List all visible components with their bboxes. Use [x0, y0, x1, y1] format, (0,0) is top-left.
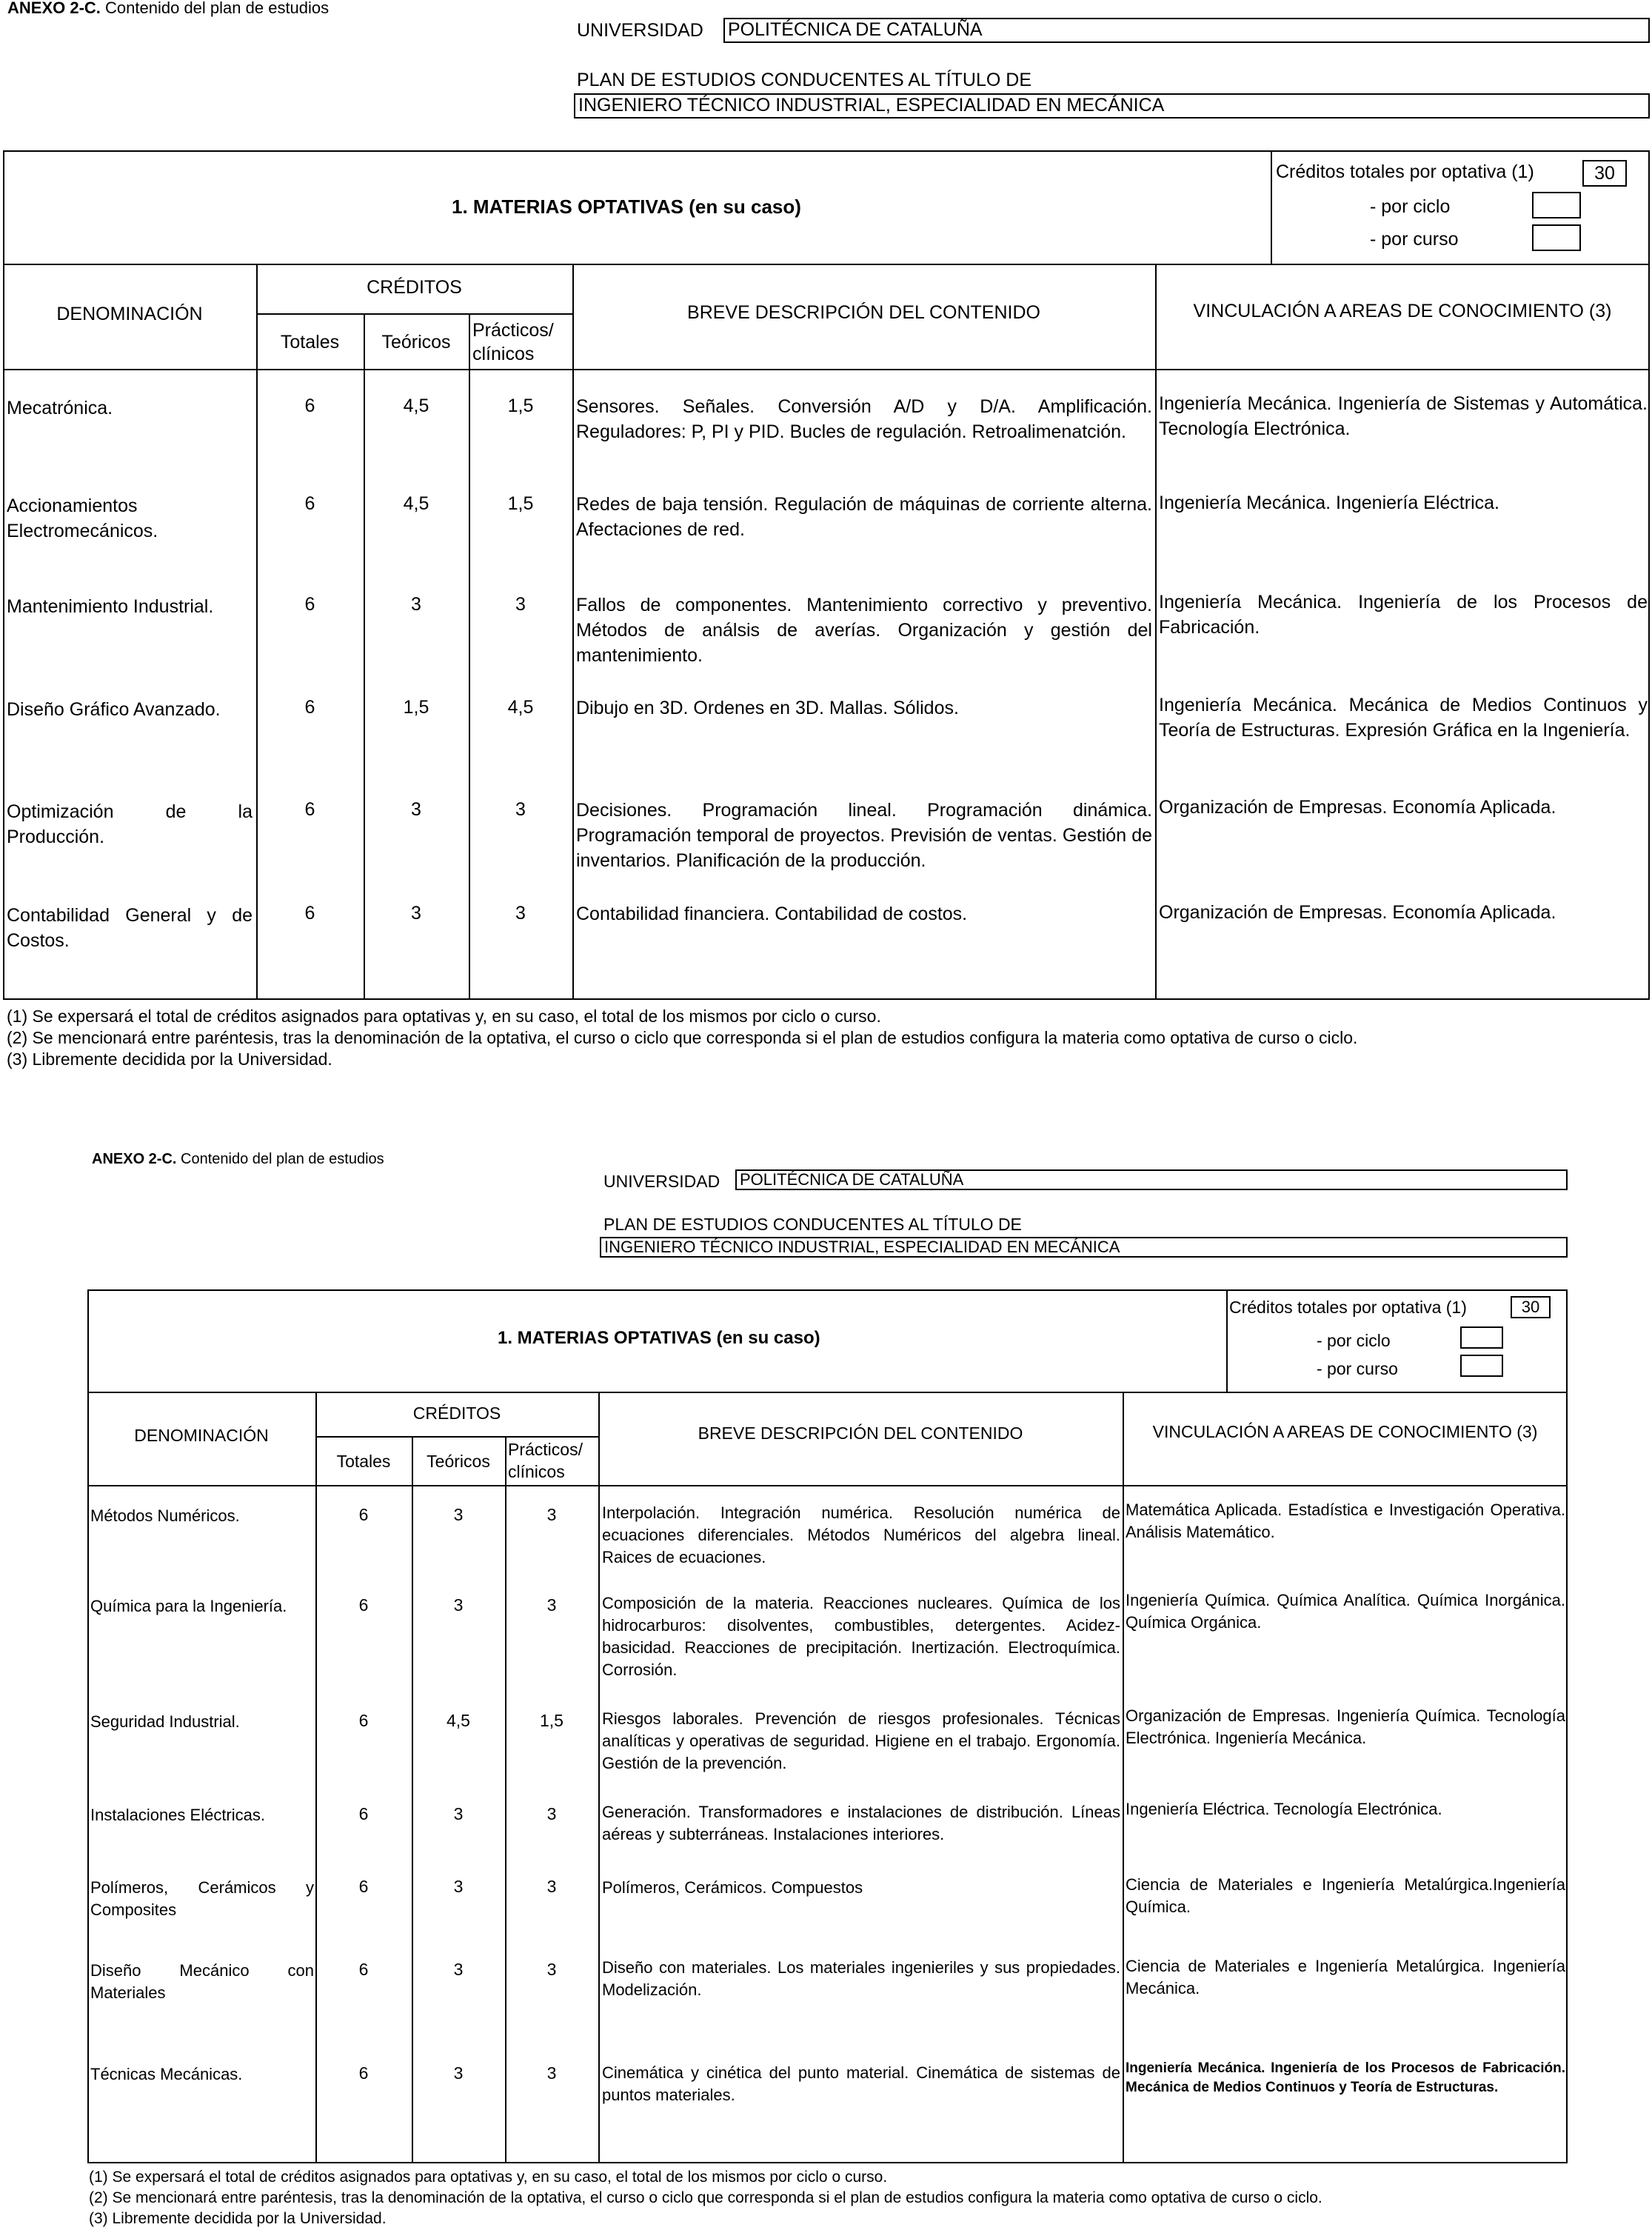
denominacion-cell: Métodos Numéricos.	[90, 1506, 240, 1525]
divider	[3, 264, 1650, 265]
totales-cell: 6	[358, 2063, 369, 2083]
practicos-cell: 3	[515, 594, 526, 615]
teoricos-cell: 4,5	[403, 395, 429, 416]
vinculacion-cell: Ingeniería Mecánica. Ingeniería de Sistemas y Automática. Tecnología Electrónica.	[1159, 393, 1648, 439]
denominacion-cell: Contabilidad General y de Costos.	[7, 905, 253, 951]
col-creditos: CRÉDITOS	[412, 1403, 501, 1423]
practicos-cell: 3	[546, 1595, 557, 1615]
universidad-value: POLITÉCNICA DE CATALUÑA	[723, 18, 1650, 43]
descripcion-cell: Diseño con materiales. Los materiales ingenieriles y sus propiedades. Modelización.	[602, 1958, 1120, 1999]
descripcion-cell: Decisiones. Programación lineal. Programación dinámica. Programación temporal de proyectos. Previsión de ventas. Gestión de inventarios. Planificación de la producción.	[576, 800, 1152, 871]
por-curso-box	[1532, 224, 1581, 251]
vinculacion-cell: Ciencia de Materiales e Ingeniería Metalúrgica. Ingeniería Mecánica.	[1126, 1957, 1565, 1997]
por-curso-label: - por curso	[1370, 229, 1459, 250]
divider	[1123, 1392, 1124, 2163]
col-totales: Totales	[280, 332, 340, 353]
divider	[3, 369, 1650, 370]
plan-value: INGENIERO TÉCNICO INDUSTRIAL, ESPECIALIDAD EN MECÁNICA	[574, 93, 1650, 119]
col-denominacion: DENOMINACIÓN	[56, 304, 203, 324]
universidad-label: UNIVERSIDAD	[577, 20, 703, 41]
practicos-cell: 3	[546, 2063, 557, 2083]
totales-cell: 6	[304, 903, 315, 924]
teoricos-cell: 3	[411, 594, 421, 615]
practicos-cell: 4,5	[507, 697, 534, 718]
teoricos-cell: 3	[411, 799, 421, 820]
descripcion-cell: Contabilidad financiera. Contabilidad de costos.	[576, 904, 968, 924]
vinculacion-cell: Organización de Empresas. Economía Aplicada.	[1159, 902, 1556, 923]
descripcion-cell: Cinemática y cinética del punto material. Cinemática de sistemas de puntos materiales.	[602, 2063, 1120, 2104]
col-teoricos: Teóricos	[381, 332, 451, 353]
col-teoricos: Teóricos	[427, 1452, 490, 1471]
practicos-cell: 3	[546, 1804, 557, 1823]
denominacion-cell: Mantenimiento Industrial.	[7, 596, 214, 617]
totales-cell: 6	[358, 1960, 369, 1979]
anexo-label: ANEXO 2-C.	[92, 1151, 177, 1167]
teoricos-cell: 3	[453, 2063, 464, 2083]
teoricos-cell: 3	[453, 1877, 464, 1896]
anexo-label: ANEXO 2-C.	[7, 0, 101, 17]
footnote: (2) Se mencionará entre paréntesis, tras la denominación de la optativa, el curso o ciclo que corresponda si el plan de estudios configura la materia como optativa de curso o ciclo.	[89, 2189, 1322, 2206]
totales-cell: 6	[358, 1877, 369, 1896]
practicos-cell: 1,5	[507, 493, 534, 514]
divider	[505, 1436, 506, 2163]
por-ciclo-box	[1532, 192, 1581, 218]
teoricos-cell: 1,5	[403, 697, 429, 718]
vinculacion-cell: Ciencia de Materiales e Ingeniería Metalúrgica.Ingeniería Química.	[1126, 1875, 1565, 1916]
col-vinculacion: VINCULACIÓN A AREAS DE CONOCIMIENTO (3)	[1193, 301, 1612, 321]
descripcion-cell: Redes de baja tensión. Regulación de máquinas de corriente alterna. Afectaciones de red.	[576, 494, 1152, 540]
denominacion-cell: Diseño Mecánico con Materiales	[90, 1961, 314, 2002]
footnote: (3) Libremente decidida por la Universidad.	[89, 2210, 387, 2227]
descripcion-cell: Riesgos laborales. Prevención de riesgos profesionales. Técnicas analíticas y operativas de seguridad. Higiene en el trabajo. Ergonomía. Gestión de la prevención.	[602, 1709, 1120, 1772]
divider	[1226, 1289, 1228, 1392]
anexo-text: Contenido del plan de estudios	[176, 1151, 384, 1167]
descripcion-cell: Dibujo en 3D. Ordenes en 3D. Mallas. Sólidos.	[576, 698, 959, 718]
creditos-totales-value: 30	[1511, 1296, 1551, 1318]
universidad-label: UNIVERSIDAD	[603, 1172, 720, 1191]
divider	[412, 1436, 413, 2163]
col-denominacion: DENOMINACIÓN	[134, 1426, 269, 1445]
por-curso-box	[1460, 1355, 1503, 1377]
denominacion-cell: Diseño Gráfico Avanzado.	[7, 699, 221, 720]
totales-cell: 6	[304, 799, 315, 820]
por-curso-label: - por curso	[1317, 1359, 1398, 1378]
divider	[256, 313, 572, 315]
anexo-heading	[7, 0, 329, 18]
divider	[87, 1485, 1568, 1486]
practicos-cell: 3	[546, 1960, 557, 1979]
denominacion-cell: Accionamientos Electromecánicos.	[7, 495, 158, 541]
totales-cell: 6	[304, 697, 315, 718]
descripcion-cell: Fallos de componentes. Mantenimiento correctivo y preventivo. Métodos de análsis de averías. Organización y gestión del mantenimiento.	[576, 595, 1152, 666]
denominacion-cell: Instalaciones Eléctricas.	[90, 1806, 265, 1824]
totales-cell: 6	[304, 493, 315, 514]
totales-cell: 6	[358, 1804, 369, 1823]
practicos-cell: 3	[515, 799, 526, 820]
col-practicos: Prácticos/ clínicos	[472, 320, 554, 364]
por-ciclo-label: - por ciclo	[1317, 1331, 1391, 1350]
universidad-value: POLITÉCNICA DE CATALUÑA	[735, 1169, 1568, 1190]
divider	[256, 264, 258, 1000]
teoricos-cell: 3	[411, 903, 421, 924]
teoricos-cell: 3	[453, 1960, 464, 1979]
teoricos-cell: 4,5	[447, 1711, 470, 1730]
creditos-totales-label: Créditos totales por optativa (1)	[1276, 161, 1534, 182]
col-vinculacion: VINCULACIÓN A AREAS DE CONOCIMIENTO (3)	[1152, 1422, 1538, 1441]
descripcion-cell: Interpolación. Integración numérica. Resolución numérica de ecuaciones diferenciales. Métodos Numéricos del algebra lineal. Raices de ecuaciones.	[602, 1503, 1120, 1566]
totales-cell: 6	[358, 1505, 369, 1524]
vinculacion-cell: Ingeniería Química. Química Analítica. Química Inorgánica. Química Orgánica.	[1126, 1591, 1565, 1632]
descripcion-cell: Sensores. Señales. Conversión A/D y D/A. Amplificación. Reguladores: P, PI y PID. Bucles de regulación. Retroalimenatción.	[576, 396, 1152, 442]
teoricos-cell: 3	[453, 1505, 464, 1524]
divider	[87, 1392, 1568, 1393]
col-creditos: CRÉDITOS	[367, 277, 462, 298]
totales-cell: 6	[304, 395, 315, 416]
denominacion-cell: Mecatrónica.	[7, 398, 113, 418]
totales-cell: 6	[304, 594, 315, 615]
anexo-heading	[92, 1151, 384, 1168]
denominacion-cell: Técnicas Mecánicas.	[90, 2065, 243, 2083]
practicos-cell: 1,5	[540, 1711, 564, 1730]
plan-value: INGENIERO TÉCNICO INDUSTRIAL, ESPECIALIDAD EN MECÁNICA	[600, 1237, 1568, 1258]
divider	[1271, 150, 1272, 264]
col-descripcion: BREVE DESCRIPCIÓN DEL CONTENIDO	[687, 302, 1040, 323]
vinculacion-cell: Organización de Empresas. Economía Aplicada.	[1159, 797, 1556, 818]
vinculacion-cell: Organización de Empresas. Ingeniería Química. Tecnología Electrónica. Ingeniería Mecánica.	[1126, 1706, 1565, 1747]
divider	[572, 264, 574, 1000]
teoricos-cell: 3	[453, 1595, 464, 1615]
totales-cell: 6	[358, 1711, 369, 1730]
creditos-totales-label: Créditos totales por optativa (1)	[1229, 1298, 1467, 1317]
vinculacion-cell: Ingeniería Mecánica. Mecánica de Medios Continuos y Teoría de Estructuras. Expresión Gráfica en la Ingeniería.	[1159, 695, 1648, 741]
vinculacion-cell: Ingeniería Mecánica. Ingeniería de los Procesos de Fabricación.	[1159, 592, 1648, 638]
denominacion-cell: Optimización de la Producción.	[7, 801, 253, 847]
practicos-cell: 1,5	[507, 395, 534, 416]
totales-cell: 6	[358, 1595, 369, 1615]
teoricos-cell: 3	[453, 1804, 464, 1823]
practicos-cell: 3	[546, 1877, 557, 1896]
plan-label: PLAN DE ESTUDIOS CONDUCENTES AL TÍTULO DE	[603, 1215, 1022, 1234]
divider	[598, 1392, 600, 2163]
practicos-cell: 3	[546, 1505, 557, 1524]
anexo-text: Contenido del plan de estudios	[100, 0, 330, 17]
plan-label: PLAN DE ESTUDIOS CONDUCENTES AL TÍTULO DE	[577, 70, 1032, 90]
col-descripcion: BREVE DESCRIPCIÓN DEL CONTENIDO	[698, 1423, 1023, 1443]
footnote: (3) Libremente decidida por la Universidad.	[7, 1049, 332, 1069]
footnote: (1) Se expersará el total de créditos asignados para optativas y, en su caso, el total de los mismos por ciclo o curso.	[7, 1007, 881, 1026]
creditos-totales-value: 30	[1582, 160, 1627, 187]
descripcion-cell: Generación. Transformadores e instalaciones de distribución. Líneas aéreas y subterráneas. Instalaciones interiores.	[602, 1803, 1120, 1843]
col-totales: Totales	[336, 1452, 391, 1471]
table-title: 1. MATERIAS OPTATIVAS (en su caso)	[452, 196, 801, 218]
denominacion-cell: Polímeros, Cerámicos y Composites	[90, 1878, 314, 1919]
por-ciclo-box	[1460, 1326, 1503, 1349]
descripcion-cell: Polímeros, Cerámicos. Compuestos	[602, 1878, 863, 1897]
teoricos-cell: 4,5	[403, 493, 429, 514]
denominacion-cell: Seguridad Industrial.	[90, 1712, 240, 1731]
divider	[315, 1436, 598, 1438]
footnote: (1) Se expersará el total de créditos asignados para optativas y, en su caso, el total de los mismos por ciclo o curso.	[89, 2169, 888, 2186]
vinculacion-cell: Matemática Aplicada. Estadística e Investigación Operativa. Análisis Matemático.	[1126, 1501, 1565, 1541]
vinculacion-cell: Ingeniería Eléctrica. Tecnología Electrónica.	[1126, 1800, 1442, 1818]
por-ciclo-label: - por ciclo	[1370, 196, 1451, 217]
descripcion-cell: Composición de la materia. Reacciones nucleares. Química de los hidrocarburos: disolventes, combustibles, detergentes. Acidez-basicidad. Reacciones de precipitación. Inertización. Electroquímica. Corrosión.	[602, 1594, 1120, 1679]
vinculacion-cell: Ingeniería Mecánica. Ingeniería Eléctrica.	[1159, 493, 1499, 513]
table-title: 1. MATERIAS OPTATIVAS (en su caso)	[498, 1328, 820, 1348]
practicos-cell: 3	[515, 903, 526, 924]
denominacion-cell: Química para la Ingeniería.	[90, 1597, 287, 1615]
footnote: (2) Se mencionará entre paréntesis, tras la denominación de la optativa, el curso o ciclo que corresponda si el plan de estudios configura la materia como optativa de curso o ciclo.	[7, 1028, 1358, 1047]
col-practicos: Prácticos/ clínicos	[508, 1440, 583, 1481]
vinculacion-cell: Ingeniería Mecánica. Ingeniería de los Procesos de Fabricación. Mecánica de Medios Continuos y Teoría de Estructuras.	[1126, 2060, 1565, 2095]
divider	[1155, 264, 1157, 1000]
